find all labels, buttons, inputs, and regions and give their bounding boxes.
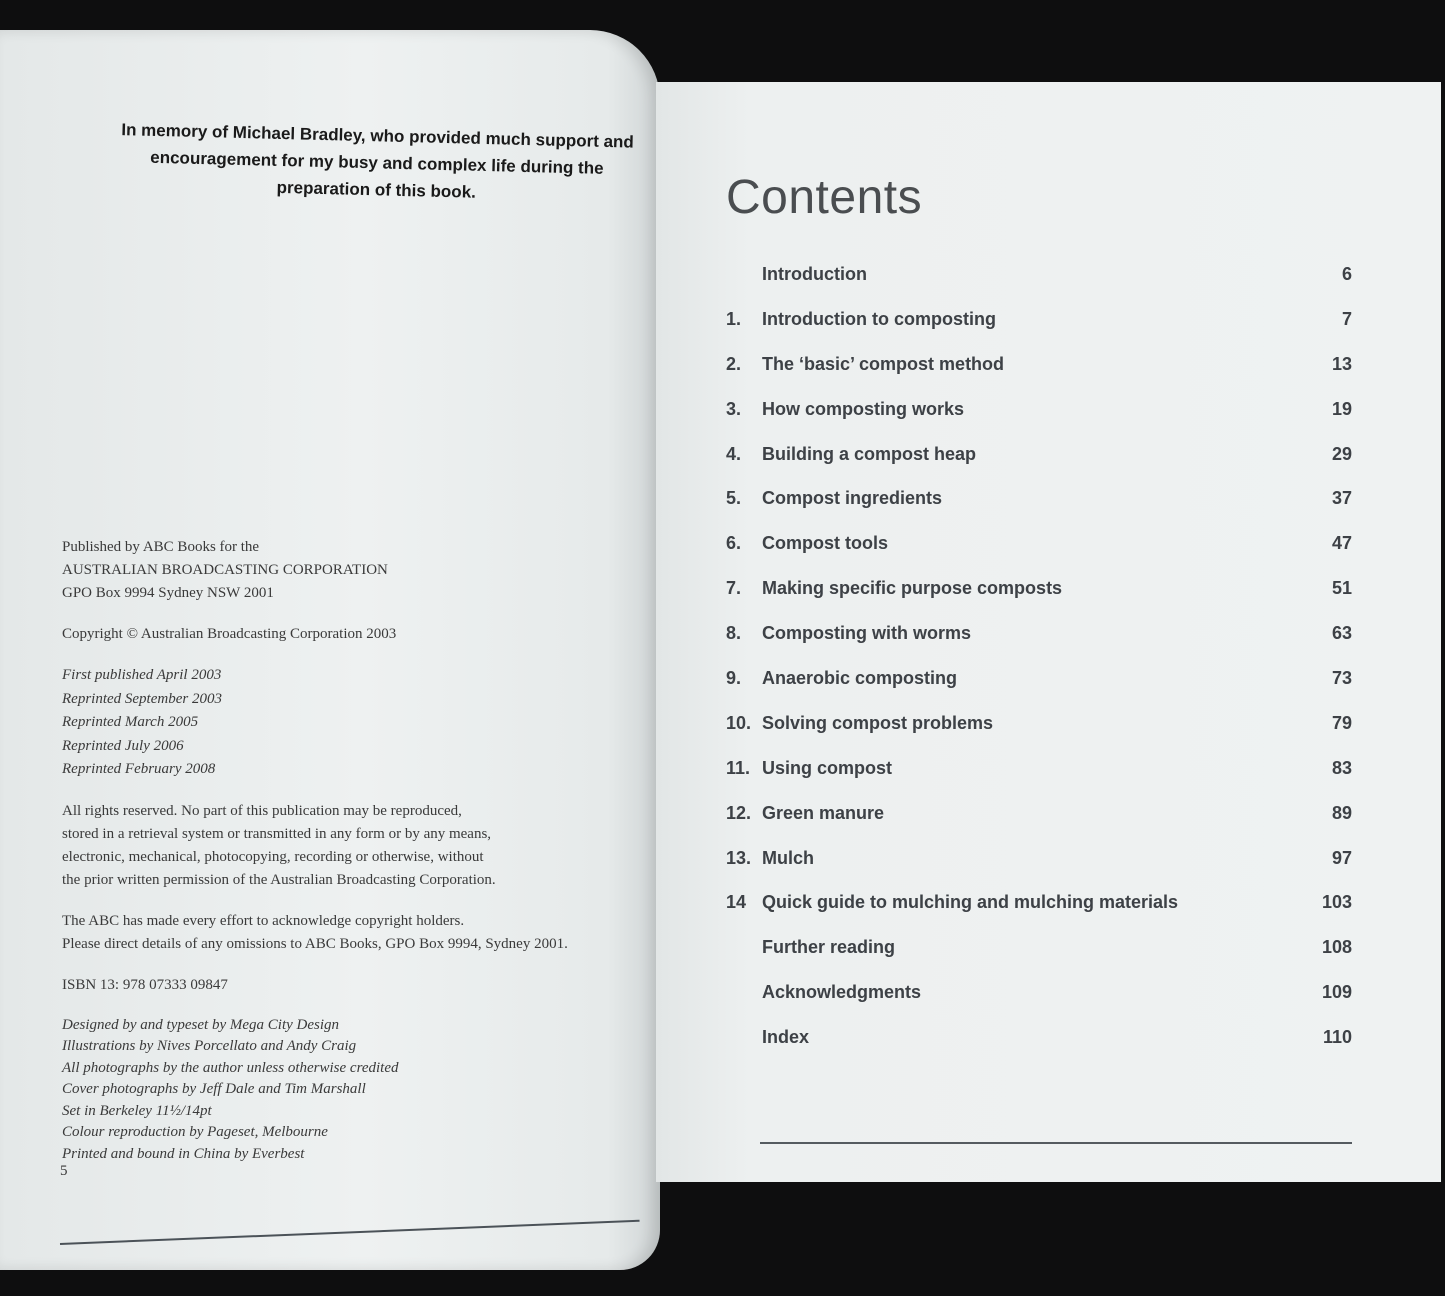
print-history-line: Reprinted March 2005 — [62, 714, 199, 730]
toc-entry-page: 7 — [1341, 308, 1352, 329]
toc-entry — [726, 476, 1352, 521]
toc-entry-page: 13 — [1331, 353, 1352, 374]
toc-entry — [726, 566, 1352, 611]
print-history-line: Reprinted July 2006 — [62, 737, 184, 754]
toc-entry-number: 10. — [726, 712, 752, 733]
toc-entry-title: The ‘basic’ compost method — [762, 353, 1005, 374]
toc-entry-number: 14 — [726, 892, 747, 913]
toc-entry — [726, 836, 1352, 881]
copyright-line: Copyright © Australian Broadcasting Corporation 2003 — [62, 626, 397, 642]
toc-entry-page: 73 — [1331, 667, 1352, 688]
toc-entry-page: 6 — [1341, 263, 1352, 284]
imprint-block — [62, 536, 622, 1165]
page-number: 5 — [60, 1163, 68, 1179]
toc-entry — [726, 701, 1352, 746]
acknowledge-line: The ABC has made every effort to acknowledge copyright holders. — [62, 912, 465, 929]
rights-notice — [62, 800, 622, 892]
toc-entry-title: Making specific purpose composts — [762, 578, 1063, 599]
credit-line: Designed by and typeset by Mega City Design — [62, 1016, 340, 1033]
toc-entry-page: 110 — [1322, 1027, 1352, 1048]
toc-entry-number: 11. — [726, 757, 751, 778]
table-of-contents — [726, 252, 1352, 1060]
toc-entry-number: 12. — [726, 802, 752, 823]
toc-entry-title: Index — [762, 1027, 810, 1048]
toc-entry-title: Further reading — [762, 937, 896, 958]
credits-block — [62, 1015, 622, 1166]
toc-entry-title: Solving compost problems — [762, 712, 994, 733]
toc-entry — [726, 297, 1352, 342]
toc-entry — [726, 656, 1352, 701]
toc-entry-page: 51 — [1331, 578, 1352, 599]
credit-line: Set in Berkeley 11½/14pt — [62, 1102, 212, 1119]
toc-entry-number: 1. — [726, 308, 742, 329]
print-history — [62, 664, 622, 782]
isbn: ISBN 13: 978 07333 09847 — [62, 976, 228, 993]
toc-entry-title: Quick guide to mulching and mulching materials — [762, 892, 1179, 913]
left-page — [0, 30, 660, 1270]
toc-entry-number: 7. — [726, 578, 742, 599]
toc-entry-number: 5. — [726, 488, 742, 509]
rights-line: All rights reserved. No part of this publication may be reproduced, — [62, 802, 462, 819]
toc-entry-title: Compost tools — [762, 533, 888, 554]
toc-entry-page: 103 — [1321, 892, 1352, 913]
credit-line: Illustrations by Nives Porcellato and Andy Craig — [62, 1038, 357, 1054]
toc-entry-title: Introduction to composting — [762, 308, 996, 329]
toc-entry-number: 3. — [726, 398, 742, 419]
toc-entry — [726, 970, 1352, 1015]
right-page — [656, 82, 1441, 1182]
toc-entry-page: 63 — [1331, 623, 1352, 644]
toc-entry-title: Mulch — [762, 847, 814, 868]
footer-rule — [60, 1220, 640, 1245]
print-history-line: First published April 2003 — [62, 667, 222, 683]
toc-entry — [726, 611, 1352, 656]
toc-entry-page: 47 — [1331, 533, 1352, 554]
publisher-line: Published by ABC Books for the — [62, 539, 260, 555]
toc-entry-title: Acknowledgments — [762, 982, 922, 1003]
toc-entry-title: Composting with worms — [762, 623, 971, 644]
footer-rule — [760, 1142, 1352, 1144]
toc-entry — [726, 521, 1352, 566]
toc-entry-number: 6. — [726, 533, 742, 554]
toc-entry-title: Anaerobic composting — [762, 667, 958, 688]
rights-line: electronic, mechanical, photocopying, recording or otherwise, without — [62, 848, 484, 865]
toc-entry — [726, 925, 1352, 970]
toc-entry — [726, 746, 1352, 791]
credit-line: Cover photographs by Jeff Dale and Tim Marshall — [62, 1081, 366, 1097]
rights-line: stored in a retrieval system or transmitted in any form or by any means, — [62, 825, 492, 842]
toc-entry-page: 29 — [1331, 443, 1352, 464]
print-history-line: Reprinted September 2003 — [62, 690, 222, 707]
toc-entry-title: Building a compost heap — [762, 443, 977, 464]
toc-entry — [726, 432, 1352, 477]
toc-entry — [726, 880, 1352, 925]
toc-entry-page: 109 — [1321, 982, 1352, 1003]
publisher-line: AUSTRALIAN BROADCASTING CORPORATION — [62, 562, 388, 578]
toc-entry-number: 4. — [726, 443, 742, 464]
publisher-info — [62, 536, 622, 605]
isbn-block — [62, 974, 622, 997]
credit-line: All photographs by the author unless otherwise credited — [62, 1059, 399, 1076]
toc-entry-title: Using compost — [762, 757, 893, 778]
acknowledge-line: Please direct details of any omissions to ABC Books, GPO Box 9994, Sydney 2001. — [62, 935, 568, 952]
toc-entry-number: 9. — [726, 667, 742, 688]
acknowledge-notice — [62, 910, 622, 956]
toc-entry-page: 83 — [1331, 757, 1352, 778]
toc-entry-title: Green manure — [762, 802, 885, 823]
rights-line: the prior written permission of the Australian Broadcasting Corporation. — [62, 871, 496, 888]
toc-entry — [726, 1015, 1352, 1060]
toc-entry-number: 13. — [726, 847, 752, 868]
dedication: In memory of Michael Bradley, who provided much support and encouragement for my busy and complex life during the preparation of this book. — [121, 120, 635, 202]
toc-entry-number: 2. — [726, 353, 742, 374]
toc-entry-page: 97 — [1331, 847, 1352, 868]
toc-entry-page: 37 — [1331, 488, 1352, 509]
print-history-line: Reprinted February 2008 — [62, 761, 216, 777]
toc-entry-page: 89 — [1331, 802, 1352, 823]
toc-entry — [726, 252, 1352, 297]
toc-entry-page: 79 — [1331, 712, 1352, 733]
toc-entry-page: 108 — [1321, 937, 1352, 958]
toc-entry-page: 19 — [1331, 398, 1352, 419]
toc-entry — [726, 791, 1352, 836]
toc-entry-title: Compost ingredients — [762, 488, 943, 509]
credit-line: Printed and bound in China by Everbest — [62, 1145, 305, 1162]
toc-entry — [726, 342, 1352, 387]
publisher-line: GPO Box 9994 Sydney NSW 2001 — [62, 585, 274, 601]
contents-title: Contents — [726, 171, 923, 224]
credit-line: Colour reproduction by Pageset, Melbourne — [62, 1124, 328, 1140]
toc-entry-title: How composting works — [762, 398, 965, 419]
toc-entry — [726, 387, 1352, 432]
toc-entry-number: 8. — [726, 623, 742, 644]
copyright-notice — [62, 623, 622, 646]
toc-entry-title: Introduction — [762, 263, 867, 284]
